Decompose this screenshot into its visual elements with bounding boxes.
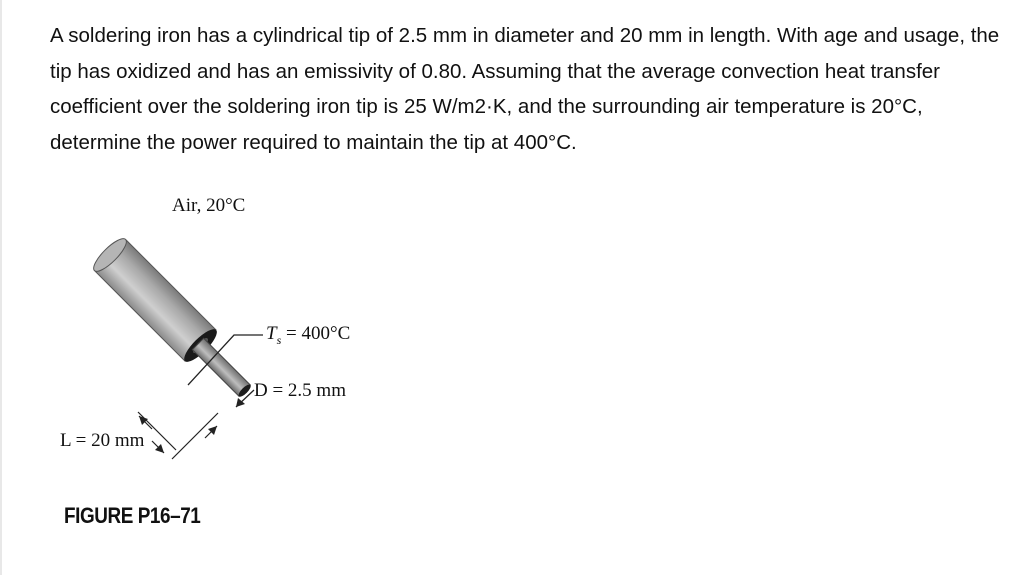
soldering-iron-figure — [40, 185, 440, 555]
air-temperature-label: Air, 20°C — [172, 195, 246, 216]
length-extension-line-2 — [172, 413, 218, 459]
left-border — [0, 0, 2, 575]
length-label: L = 20 mm — [60, 430, 145, 451]
figure-caption: FIGURE P16–71 — [64, 503, 201, 528]
soldering-iron-diagram — [40, 185, 440, 555]
problem-statement: A soldering iron has a cylindrical tip of 2.5 mm in diameter and 20 mm in length. With age and usage, the tip has oxidized and has an emissivity of 0.80. Assuming that the average convection heat transfer coefficient over the soldering iron tip is 25 W/m2·K, and the surrounding air temperature is 20°C, determine the power required to maintain the tip at 400°C. — [50, 24, 1000, 154]
diameter-label: D = 2.5 mm — [254, 380, 346, 401]
surface-temperature-label: $T_s = 400^\circ C$ — [266, 323, 351, 347]
